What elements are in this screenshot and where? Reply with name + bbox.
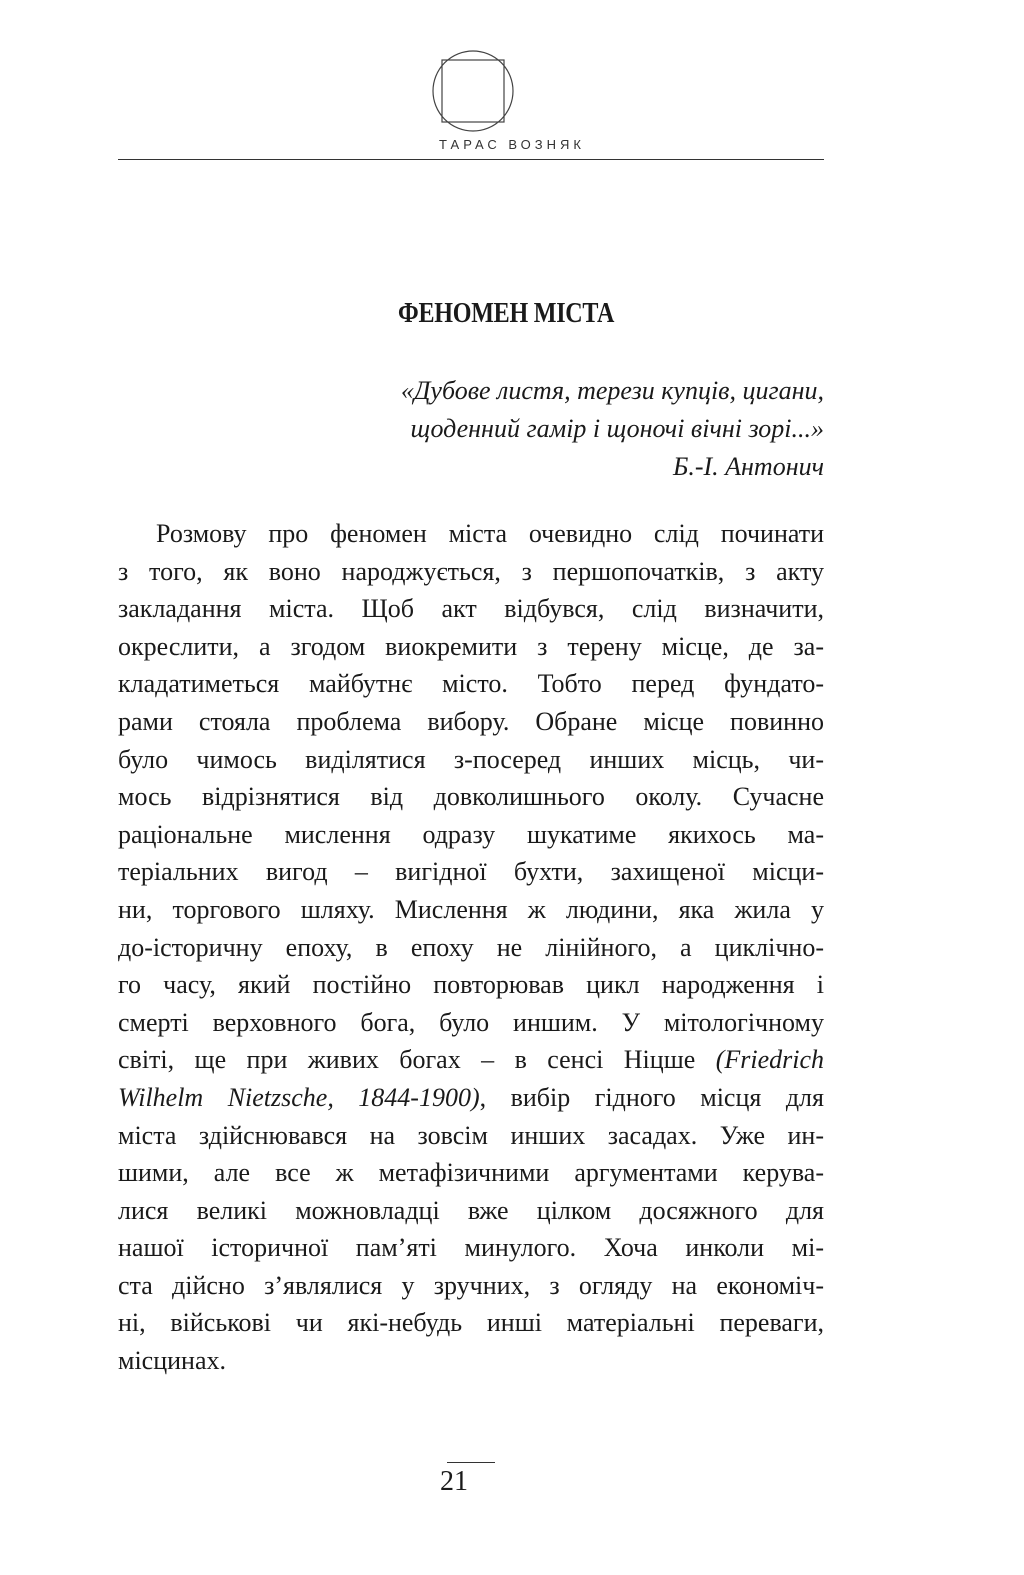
epigraph-line: «Дубове листя, терези купців, цигани, <box>400 376 824 405</box>
paragraph-line: лися великі можновладці вже цілком досяжного для <box>118 1195 824 1225</box>
italic-name-run: (Friedrich <box>715 1045 824 1075</box>
chapter-title: ФЕНОМЕН МІСТА <box>398 298 615 329</box>
paragraph-line: нашої історичної пам’яті минулого. Хоча инколи мі- <box>118 1233 824 1263</box>
paragraph-line: ста дійсно з’являлися у зручних, з огляду на економіч- <box>118 1270 824 1300</box>
epigraph-line: щоденний гамір і щоночі вічні зорі...» <box>410 414 824 443</box>
paragraph-line-mixed <box>118 1041 824 1079</box>
epigraph <box>264 372 824 486</box>
paragraph-line: з того, як воно народжується, з першопочатків, з акту <box>118 556 824 586</box>
circle-square-logo-icon <box>430 48 516 134</box>
paragraph-line: ні, військові чи які-небудь инші матеріальні переваги, <box>118 1308 824 1338</box>
paragraph-line: місцинах. <box>118 1346 226 1376</box>
paragraph-line: міста здійснювався на зовсім инших засадах. Уже ин- <box>118 1120 824 1150</box>
body-paragraph <box>118 515 824 1380</box>
paragraph-line: теріальних вигод – вигідної бухти, захищеної місци- <box>118 857 824 887</box>
paragraph-line: ни, торгового шляху. Мислення ж людини, яка жила у <box>118 894 824 924</box>
paragraph-line: до-історичну епоху, в епоху не лінійного, а циклічно- <box>118 932 824 962</box>
paragraph-line: рами стояла проблема вибору. Обране місце повинно <box>118 706 824 736</box>
paragraph-line: шими, але все ж метафізичними аргументами керува- <box>118 1158 824 1188</box>
paragraph-line: Розмову про феномен міста очевидно слід починати <box>156 519 824 548</box>
paragraph-line: кладатиметься майбутнє місто. Тобто перед фундато- <box>118 669 824 699</box>
text-run: світі, ще при живих богах – в сенсі Ніцше <box>118 1045 716 1075</box>
paragraph-line: закладання міста. Щоб акт відбувся, слід визначити, <box>118 594 824 624</box>
text-run: , вибір гідного місця для <box>479 1082 824 1112</box>
page-number: 21 <box>440 1466 468 1497</box>
paragraph-line: раціональне мислення одразу шукатиме якихось ма- <box>118 819 824 849</box>
running-head-author: ТАРАС ВОЗНЯК <box>439 137 585 152</box>
paragraph-line: мось відрізнятися від довколишнього околу. Сучасне <box>118 782 824 812</box>
italic-name-run: Wilhelm Nietzsche, 1844-1900) <box>118 1082 480 1112</box>
paragraph-line: смерті верховного бога, було иншим. У мітологічному <box>118 1007 824 1037</box>
page-number-rule <box>447 1462 495 1463</box>
paragraph-line-mixed <box>118 1079 824 1117</box>
paragraph-line: було чимось виділятися з-посеред инших місць, чи- <box>118 744 824 774</box>
paragraph-line: го часу, який постійно повторював цикл народження і <box>118 970 824 1000</box>
paragraph-line: окреслити, а згодом виокремити з терену місце, де за- <box>118 631 824 661</box>
epigraph-attribution: Б.-І. Антонич <box>672 452 824 481</box>
header-rule <box>118 159 824 160</box>
